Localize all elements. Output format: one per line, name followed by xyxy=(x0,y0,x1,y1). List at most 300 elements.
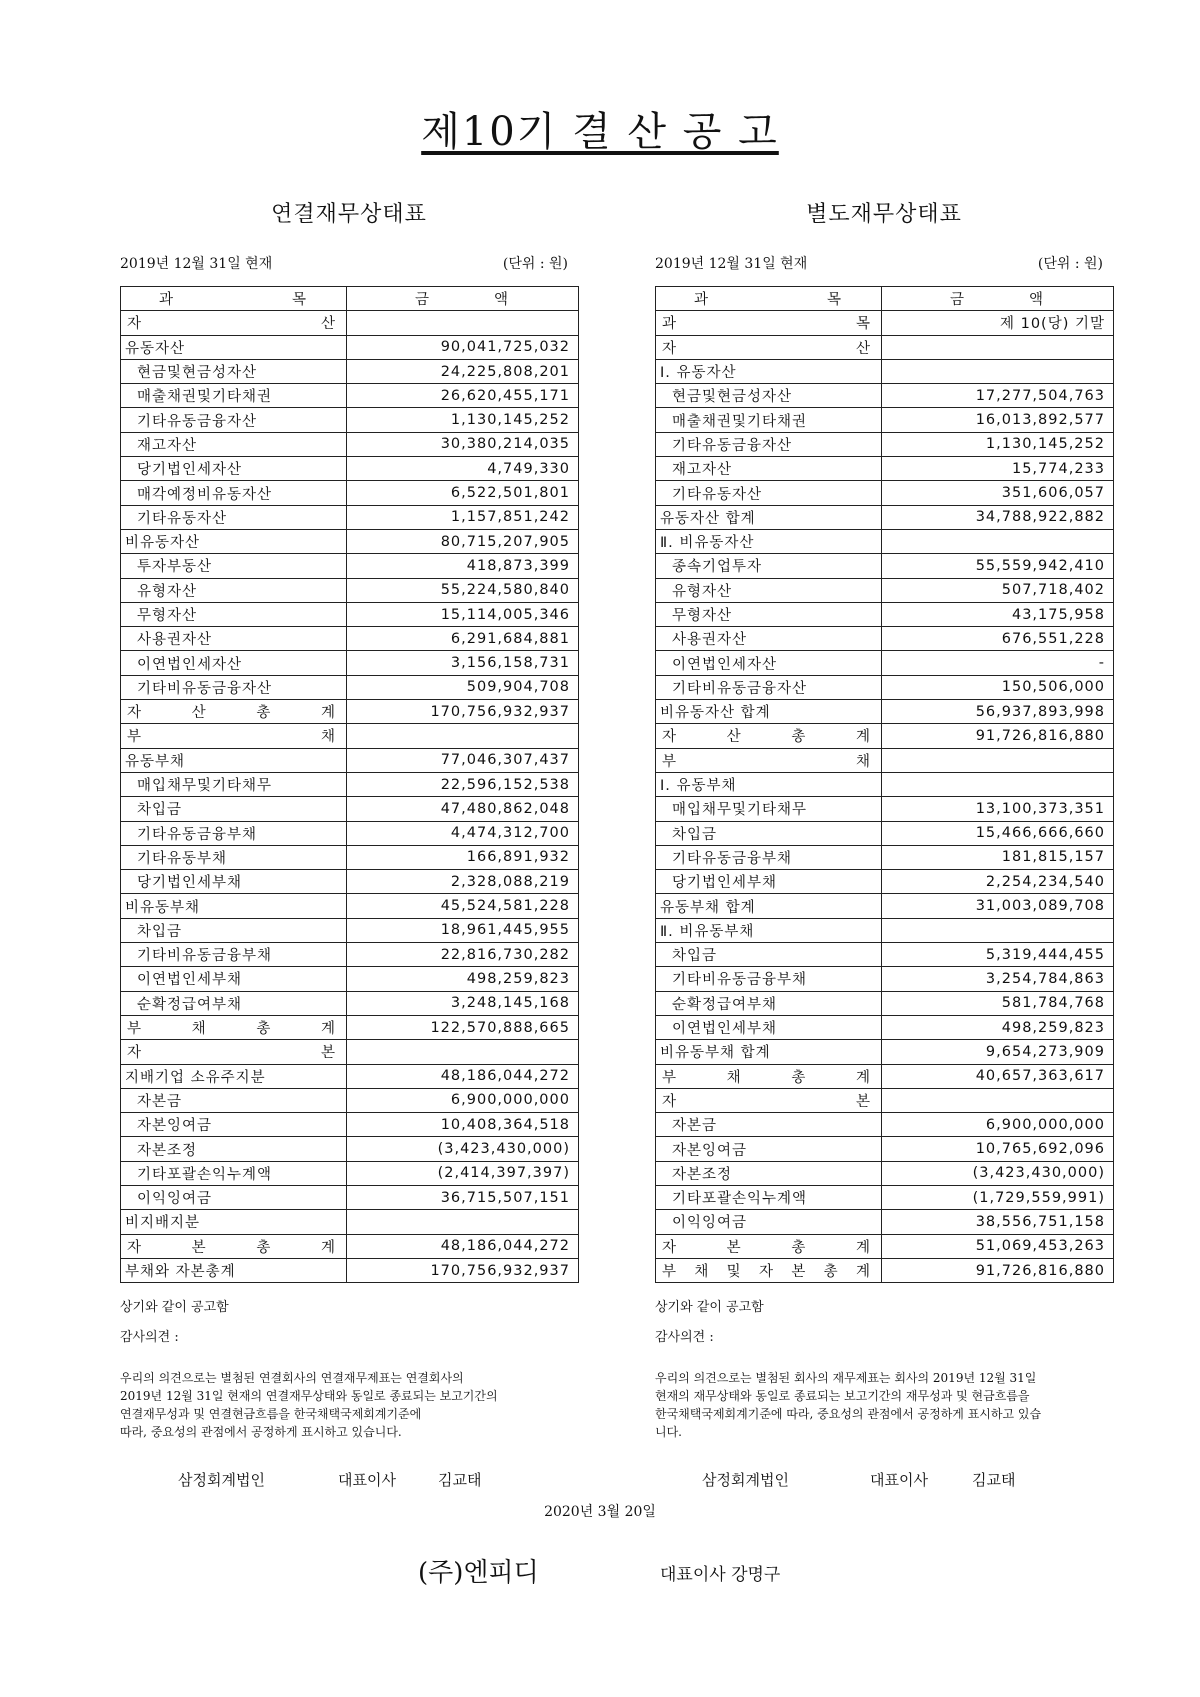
separate-statement xyxy=(655,200,1113,1441)
amount-cell: 56,937,893,998 xyxy=(882,700,1114,724)
table-header-row xyxy=(121,287,579,311)
account-label: 자 본 xyxy=(662,1093,871,1110)
header-amount: 금 액 xyxy=(347,287,579,311)
account-cell: 순확정급여부채 xyxy=(656,991,882,1015)
consolidated-statement xyxy=(120,200,578,1441)
amount-cell: 9,654,273,909 xyxy=(882,1040,1114,1064)
signing-date: 2020년 3월 20일 xyxy=(544,1504,656,1520)
account-cell: 이연법인세자산 xyxy=(656,651,882,675)
amount-cell: 40,657,363,617 xyxy=(882,1064,1114,1088)
account-cell: 유형자산 xyxy=(121,578,347,602)
amount-cell: 2,254,234,540 xyxy=(882,870,1114,894)
table-row xyxy=(656,724,1114,748)
statement-date: 2019년 12월 31일 현재 xyxy=(655,256,808,272)
opinion-line: 2019년 12월 31일 현재의 연결재무상태와 동일로 종료되는 보고기간의 xyxy=(120,1389,498,1404)
amount-cell: 507,718,402 xyxy=(882,578,1114,602)
amount-cell: 10,408,364,518 xyxy=(347,1113,579,1137)
amount-cell: 15,466,666,660 xyxy=(882,821,1114,845)
account-cell: 매입채무및기타채무 xyxy=(121,772,347,796)
opinion-line: 따라, 중요성의 관점에서 공정하게 표시하고 있습니다. xyxy=(120,1425,402,1440)
table-row xyxy=(656,675,1114,699)
statement-meta xyxy=(655,252,1113,276)
table-row xyxy=(656,1137,1114,1161)
table-row xyxy=(656,991,1114,1015)
account-cell: 무형자산 xyxy=(656,602,882,626)
account-label: 자 산 총 계 xyxy=(662,729,871,746)
account-cell: 이연법인세자산 xyxy=(121,651,347,675)
amount-cell: 3,248,145,168 xyxy=(347,991,579,1015)
header-account: 과 목 xyxy=(656,287,882,311)
amount-cell xyxy=(882,1088,1114,1112)
table-row xyxy=(656,554,1114,578)
account-cell: 당기법인세부채 xyxy=(121,870,347,894)
account-cell: 기타유동자산 xyxy=(656,481,882,505)
table-header-row xyxy=(656,287,1114,311)
account-cell xyxy=(656,1234,882,1258)
account-label: 자 산 xyxy=(662,340,871,357)
amount-cell: 3,156,158,731 xyxy=(347,651,579,675)
balance-sheet-table xyxy=(655,286,1114,1283)
account-cell: 유동자산 합계 xyxy=(656,505,882,529)
amount-cell xyxy=(882,772,1114,796)
statement-meta xyxy=(120,252,578,276)
auditor-name: 삼정회계법인 xyxy=(702,1471,789,1489)
amount-cell: 18,961,445,955 xyxy=(347,918,579,942)
amount-cell: (1,729,559,991) xyxy=(882,1185,1114,1209)
auditor-rep-name: 김교태 xyxy=(972,1471,1016,1489)
table-row xyxy=(121,1113,579,1137)
table-row xyxy=(121,529,579,553)
amount-cell: 581,784,768 xyxy=(882,991,1114,1015)
account-label: 과 목 xyxy=(662,316,871,333)
opinion-line: 연결재무성과 및 연결현금흐름을 한국채택국제회계기준에 xyxy=(120,1407,422,1422)
amount-cell: 418,873,399 xyxy=(347,554,579,578)
amount-cell: 6,900,000,000 xyxy=(882,1113,1114,1137)
audit-opinion-heading: 감사의견 : xyxy=(120,1330,179,1346)
amount-cell: 1,130,145,252 xyxy=(882,432,1114,456)
table-row xyxy=(121,991,579,1015)
account-cell xyxy=(656,1258,882,1282)
account-cell: 유동부채 xyxy=(121,748,347,772)
account-cell: 종속기업투자 xyxy=(656,554,882,578)
account-cell: 매각예정비유동자산 xyxy=(121,481,347,505)
account-cell: 기타비유동금융자산 xyxy=(121,675,347,699)
table-row xyxy=(121,554,579,578)
account-label: 자 본 총 계 xyxy=(127,1239,336,1256)
amount-cell: 6,291,684,881 xyxy=(347,627,579,651)
account-label: 부 채 xyxy=(662,753,871,770)
table-row xyxy=(656,627,1114,651)
account-cell: 자본잉여금 xyxy=(656,1137,882,1161)
table-row xyxy=(121,627,579,651)
account-cell: 차입금 xyxy=(121,918,347,942)
account-label: 부 채 총 계 xyxy=(127,1021,336,1038)
account-label: 자 산 총 계 xyxy=(127,705,336,722)
amount-cell: 170,756,932,937 xyxy=(347,700,579,724)
table-body xyxy=(121,311,579,1283)
table-row xyxy=(121,481,579,505)
table-row xyxy=(656,1258,1114,1282)
account-cell: 기타포괄손익누계액 xyxy=(656,1185,882,1209)
table-row xyxy=(656,797,1114,821)
table-row xyxy=(656,967,1114,991)
balance-sheet-table xyxy=(120,286,579,1283)
table-row xyxy=(656,481,1114,505)
account-cell: 현금및현금성자산 xyxy=(656,384,882,408)
amount-cell: 122,570,888,665 xyxy=(347,1015,579,1039)
table-row xyxy=(121,967,579,991)
account-cell xyxy=(656,1088,882,1112)
table-row xyxy=(121,457,579,481)
amount-cell: 45,524,581,228 xyxy=(347,894,579,918)
amount-cell: 51,069,453,263 xyxy=(882,1234,1114,1258)
account-cell: 비유동자산 합계 xyxy=(656,700,882,724)
account-cell: 투자부동산 xyxy=(121,554,347,578)
table-row xyxy=(121,384,579,408)
account-cell: 매입채무및기타채무 xyxy=(656,797,882,821)
account-cell: 비지배지분 xyxy=(121,1210,347,1234)
amount-cell: 16,013,892,577 xyxy=(882,408,1114,432)
account-cell: 기타비유동금융자산 xyxy=(656,675,882,699)
amount-cell: 55,559,942,410 xyxy=(882,554,1114,578)
table-row xyxy=(656,845,1114,869)
table-row xyxy=(121,505,579,529)
account-label: 부 채 xyxy=(127,729,336,746)
table-row xyxy=(656,1040,1114,1064)
table-row xyxy=(656,700,1114,724)
amount-cell: 80,715,207,905 xyxy=(347,529,579,553)
amount-cell: - xyxy=(882,651,1114,675)
table-row xyxy=(121,359,579,383)
account-cell: 유형자산 xyxy=(656,578,882,602)
statement-title: 연결재무상태표 xyxy=(271,202,427,227)
amount-cell: 47,480,862,048 xyxy=(347,797,579,821)
table-row xyxy=(656,359,1114,383)
table-row xyxy=(656,748,1114,772)
amount-cell xyxy=(882,335,1114,359)
amount-cell: 91,726,816,880 xyxy=(882,1258,1114,1282)
account-cell xyxy=(121,700,347,724)
table-row xyxy=(656,457,1114,481)
amount-cell xyxy=(347,1040,579,1064)
statement-unit: (단위 : 원) xyxy=(1037,256,1103,272)
account-label: 자 본 xyxy=(127,1045,336,1062)
account-cell: 당기법인세자산 xyxy=(121,457,347,481)
table-row xyxy=(121,821,579,845)
account-cell: 자본잉여금 xyxy=(121,1113,347,1137)
auditor-signature-left xyxy=(178,1468,481,1492)
amount-cell: 22,816,730,282 xyxy=(347,943,579,967)
account-cell xyxy=(121,311,347,335)
account-cell: 사용권자산 xyxy=(121,627,347,651)
table-body xyxy=(656,311,1114,1283)
account-cell: 매출채권및기타채권 xyxy=(121,384,347,408)
table-row xyxy=(656,408,1114,432)
amount-cell: 43,175,958 xyxy=(882,602,1114,626)
account-cell: 비유동부채 합계 xyxy=(656,1040,882,1064)
table-row xyxy=(121,311,579,335)
amount-cell xyxy=(347,724,579,748)
amount-cell xyxy=(882,918,1114,942)
table-row xyxy=(656,1113,1114,1137)
amount-cell: 제 10(당) 기말 xyxy=(882,311,1114,335)
amount-cell: 34,788,922,882 xyxy=(882,505,1114,529)
table-row xyxy=(656,918,1114,942)
account-label: 부 채 총 계 xyxy=(662,1069,871,1086)
header-account: 과 목 xyxy=(121,287,347,311)
account-cell: 이익잉여금 xyxy=(121,1185,347,1209)
amount-cell: 36,715,507,151 xyxy=(347,1185,579,1209)
account-cell: 차입금 xyxy=(656,821,882,845)
account-cell xyxy=(656,724,882,748)
opinion-line: 우리의 의견으로는 별첨된 연결회사의 연결재무제표는 연결회사의 xyxy=(120,1371,464,1386)
amount-cell: 498,259,823 xyxy=(882,1015,1114,1039)
account-cell: 현금및현금성자산 xyxy=(121,359,347,383)
amount-cell: 22,596,152,538 xyxy=(347,772,579,796)
account-cell: 이연법인세부채 xyxy=(656,1015,882,1039)
audit-opinion-text xyxy=(655,1369,1125,1441)
auditor-rep-title: 대표이사 xyxy=(338,1471,396,1489)
account-cell: 이익잉여금 xyxy=(656,1210,882,1234)
table-row xyxy=(121,1040,579,1064)
amount-cell xyxy=(882,359,1114,383)
account-cell: Ⅱ. 비유동부채 xyxy=(656,918,882,942)
account-cell: 자본조정 xyxy=(121,1137,347,1161)
amount-cell: 676,551,228 xyxy=(882,627,1114,651)
statement-title: 별도재무상태표 xyxy=(806,202,962,227)
table-row xyxy=(121,602,579,626)
amount-cell: (3,423,430,000) xyxy=(347,1137,579,1161)
amount-cell: 4,474,312,700 xyxy=(347,821,579,845)
table-row xyxy=(656,578,1114,602)
table-row xyxy=(656,772,1114,796)
table-row xyxy=(656,384,1114,408)
table-row xyxy=(656,1234,1114,1258)
account-cell: 자본조정 xyxy=(656,1161,882,1185)
account-cell: 차입금 xyxy=(656,943,882,967)
amount-cell: 6,900,000,000 xyxy=(347,1088,579,1112)
table-row xyxy=(656,1210,1114,1234)
account-cell: 자본금 xyxy=(656,1113,882,1137)
table-row xyxy=(121,943,579,967)
opinion-line: 우리의 의견으로는 별첨된 회사의 재무제표는 회사의 2019년 12월 31일 xyxy=(655,1371,1037,1386)
account-cell: 기타유동금융부채 xyxy=(656,845,882,869)
announcement-note: 상기와 같이 공고함 xyxy=(655,1300,764,1316)
table-row xyxy=(121,894,579,918)
table-row xyxy=(656,505,1114,529)
table-row xyxy=(121,918,579,942)
table-row xyxy=(121,1185,579,1209)
account-cell: 기타유동금융자산 xyxy=(656,432,882,456)
table-row xyxy=(656,602,1114,626)
table-row xyxy=(656,821,1114,845)
account-cell xyxy=(121,1234,347,1258)
table-row xyxy=(121,724,579,748)
auditor-name: 삼정회계법인 xyxy=(178,1471,265,1489)
account-cell: 사용권자산 xyxy=(656,627,882,651)
audit-opinion-heading: 감사의견 : xyxy=(655,1330,714,1346)
amount-cell: 351,606,057 xyxy=(882,481,1114,505)
amount-cell: 77,046,307,437 xyxy=(347,748,579,772)
account-cell xyxy=(656,311,882,335)
account-cell: 기타유동금융부채 xyxy=(121,821,347,845)
table-row xyxy=(121,1234,579,1258)
amount-cell xyxy=(347,311,579,335)
table-row xyxy=(121,432,579,456)
account-cell: 자본금 xyxy=(121,1088,347,1112)
table-row xyxy=(121,675,579,699)
opinion-line: 현재의 재무상태와 동일로 종료되는 보고기간의 재무성과 및 현금흐름을 xyxy=(655,1389,1030,1404)
account-cell: 매출채권및기타채권 xyxy=(656,408,882,432)
account-cell: 기타비유동금융부채 xyxy=(656,967,882,991)
table-row xyxy=(121,772,579,796)
table-row xyxy=(121,1015,579,1039)
table-row xyxy=(121,797,579,821)
statement-date: 2019년 12월 31일 현재 xyxy=(120,256,273,272)
table-row xyxy=(121,748,579,772)
table-row xyxy=(121,870,579,894)
account-cell xyxy=(656,335,882,359)
account-cell xyxy=(121,1015,347,1039)
table-row xyxy=(656,432,1114,456)
account-cell: 순확정급여부채 xyxy=(121,991,347,1015)
table-row xyxy=(121,408,579,432)
amount-cell: 48,186,044,272 xyxy=(347,1234,579,1258)
amount-cell: 170,756,932,937 xyxy=(347,1258,579,1282)
table-row xyxy=(656,943,1114,967)
table-row xyxy=(121,1064,579,1088)
account-cell: Ⅰ. 유동자산 xyxy=(656,359,882,383)
amount-cell: (3,423,430,000) xyxy=(882,1161,1114,1185)
account-cell: 지배기업 소유주지분 xyxy=(121,1064,347,1088)
table-row xyxy=(656,651,1114,675)
amount-cell: 4,749,330 xyxy=(347,457,579,481)
amount-cell: 13,100,373,351 xyxy=(882,797,1114,821)
account-cell: 유동부채 합계 xyxy=(656,894,882,918)
amount-cell: 1,130,145,252 xyxy=(347,408,579,432)
amount-cell xyxy=(882,748,1114,772)
table-row xyxy=(656,529,1114,553)
header-amount: 금 액 xyxy=(882,287,1114,311)
table-row xyxy=(121,1210,579,1234)
account-cell: 비유동부채 xyxy=(121,894,347,918)
account-label: 부 채 및 자 본 총 계 xyxy=(662,1264,871,1281)
account-cell: 기타비유동금융부채 xyxy=(121,943,347,967)
opinion-line: 니다. xyxy=(655,1425,682,1440)
account-cell: 비유동자산 xyxy=(121,529,347,553)
table-row xyxy=(121,1137,579,1161)
amount-cell: 26,620,455,171 xyxy=(347,384,579,408)
amount-cell: 509,904,708 xyxy=(347,675,579,699)
amount-cell: 24,225,808,201 xyxy=(347,359,579,383)
company-ceo: 대표이사 강명구 xyxy=(660,1565,781,1585)
statement-unit: (단위 : 원) xyxy=(502,256,568,272)
amount-cell: (2,414,397,397) xyxy=(347,1161,579,1185)
table-row xyxy=(656,1088,1114,1112)
amount-cell: 150,506,000 xyxy=(882,675,1114,699)
auditor-rep-title: 대표이사 xyxy=(870,1471,928,1489)
company-name: (주)엔피디 xyxy=(418,1558,539,1588)
amount-cell: 17,277,504,763 xyxy=(882,384,1114,408)
account-cell: Ⅱ. 비유동자산 xyxy=(656,529,882,553)
account-cell: 재고자산 xyxy=(121,432,347,456)
amount-cell xyxy=(347,1210,579,1234)
opinion-line: 한국채택국제회계기준에 따라, 중요성의 관점에서 공정하게 표시하고 있습 xyxy=(655,1407,1042,1422)
amount-cell: 48,186,044,272 xyxy=(347,1064,579,1088)
amount-cell: 498,259,823 xyxy=(347,967,579,991)
account-cell: 기타유동부채 xyxy=(121,845,347,869)
amount-cell: 55,224,580,840 xyxy=(347,578,579,602)
amount-cell: 181,815,157 xyxy=(882,845,1114,869)
amount-cell: 91,726,816,880 xyxy=(882,724,1114,748)
table-row xyxy=(121,335,579,359)
amount-cell: 2,328,088,219 xyxy=(347,870,579,894)
amount-cell: 90,041,725,032 xyxy=(347,335,579,359)
account-cell: 이연법인세부채 xyxy=(121,967,347,991)
table-row xyxy=(656,1185,1114,1209)
amount-cell: 6,522,501,801 xyxy=(347,481,579,505)
amount-cell: 31,003,089,708 xyxy=(882,894,1114,918)
account-cell xyxy=(656,1064,882,1088)
amount-cell: 30,380,214,035 xyxy=(347,432,579,456)
table-row xyxy=(121,578,579,602)
account-cell: 부채와 자본총계 xyxy=(121,1258,347,1282)
account-cell xyxy=(121,1040,347,1064)
amount-cell: 15,114,005,346 xyxy=(347,602,579,626)
account-label: 자 산 xyxy=(127,316,336,333)
account-cell: 유동자산 xyxy=(121,335,347,359)
account-cell: 재고자산 xyxy=(656,457,882,481)
announcement-note: 상기와 같이 공고함 xyxy=(120,1300,229,1316)
amount-cell: 5,319,444,455 xyxy=(882,943,1114,967)
account-cell xyxy=(121,724,347,748)
amount-cell xyxy=(882,529,1114,553)
table-row xyxy=(121,651,579,675)
table-row xyxy=(656,311,1114,335)
audit-opinion-text xyxy=(120,1369,590,1441)
account-cell xyxy=(656,748,882,772)
account-cell: 무형자산 xyxy=(121,602,347,626)
amount-cell: 1,157,851,242 xyxy=(347,505,579,529)
amount-cell: 10,765,692,096 xyxy=(882,1137,1114,1161)
auditor-signature-right xyxy=(702,1468,1015,1492)
table-row xyxy=(656,1161,1114,1185)
account-cell: Ⅰ. 유동부채 xyxy=(656,772,882,796)
amount-cell: 15,774,233 xyxy=(882,457,1114,481)
amount-cell: 3,254,784,863 xyxy=(882,967,1114,991)
auditor-rep-name: 김교태 xyxy=(438,1471,482,1489)
amount-cell: 166,891,932 xyxy=(347,845,579,869)
account-cell: 당기법인세부채 xyxy=(656,870,882,894)
account-cell: 기타유동금융자산 xyxy=(121,408,347,432)
table-row xyxy=(121,1161,579,1185)
table-row xyxy=(656,335,1114,359)
table-row xyxy=(656,1064,1114,1088)
amount-cell: 38,556,751,158 xyxy=(882,1210,1114,1234)
table-row xyxy=(121,845,579,869)
table-row xyxy=(656,870,1114,894)
table-row xyxy=(121,700,579,724)
page-title: 제10기 결 산 공 고 xyxy=(421,109,779,155)
account-cell: 차입금 xyxy=(121,797,347,821)
table-row xyxy=(656,1015,1114,1039)
table-row xyxy=(656,894,1114,918)
account-label: 자 본 총 계 xyxy=(662,1239,871,1256)
table-row xyxy=(121,1088,579,1112)
account-cell: 기타유동자산 xyxy=(121,505,347,529)
account-cell: 기타포괄손익누계액 xyxy=(121,1161,347,1185)
table-row xyxy=(121,1258,579,1282)
